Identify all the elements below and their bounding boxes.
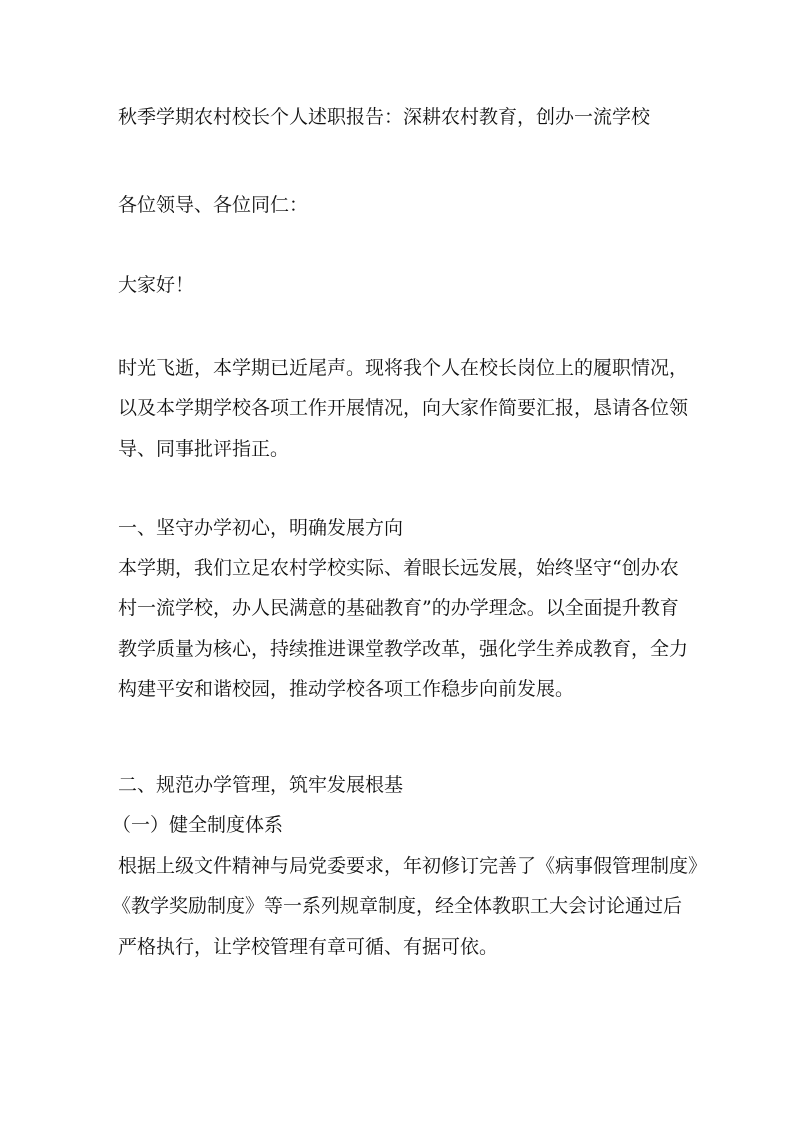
section2-line: 根据上级文件精神与局党委要求，年初修订完善了《病事假管理制度》 xyxy=(118,855,708,877)
intro-line: 时光飞逝，本学期已近尾声。现将我个人在校长岗位上的履职情况， xyxy=(118,357,689,379)
section1-line: 村一流学校，办人民满意的基础教育”的办学理念。以全面提升教育 xyxy=(118,597,679,619)
section2-subheading: （一）健全制度体系 xyxy=(112,814,284,836)
section1-line: 教学质量为核心，持续推进课堂教学改革，强化学生养成教育，全力 xyxy=(118,638,689,660)
document-title: 秋季学期农村校长个人述职报告：深耕农村教育，创办一流学校 xyxy=(118,106,651,128)
intro-line: 导、同事批评指正。 xyxy=(118,438,290,460)
section1-line: 构建平安和谐校园，推动学校各项工作稳步向前发展。 xyxy=(118,678,575,700)
section2-line: 《教学奖励制度》等一系列规章制度，经全体教职工大会讨论通过后 xyxy=(112,895,683,917)
intro-line: 以及本学期学校各项工作开展情况，向大家作简要汇报，恳请各位领 xyxy=(118,397,689,419)
section1-heading: 一、坚守办学初心，明确发展方向 xyxy=(118,517,404,539)
greeting: 大家好！ xyxy=(118,274,195,296)
section2-line: 严格执行，让学校管理有章可循、有据可依。 xyxy=(118,936,499,958)
section2-heading: 二、规范办学管理，筑牢发展根基 xyxy=(118,774,404,796)
salutation: 各位领导、各位同仁： xyxy=(118,194,309,216)
section1-line: 本学期，我们立足农村学校实际、着眼长远发展，始终坚守“创办农 xyxy=(118,557,679,579)
